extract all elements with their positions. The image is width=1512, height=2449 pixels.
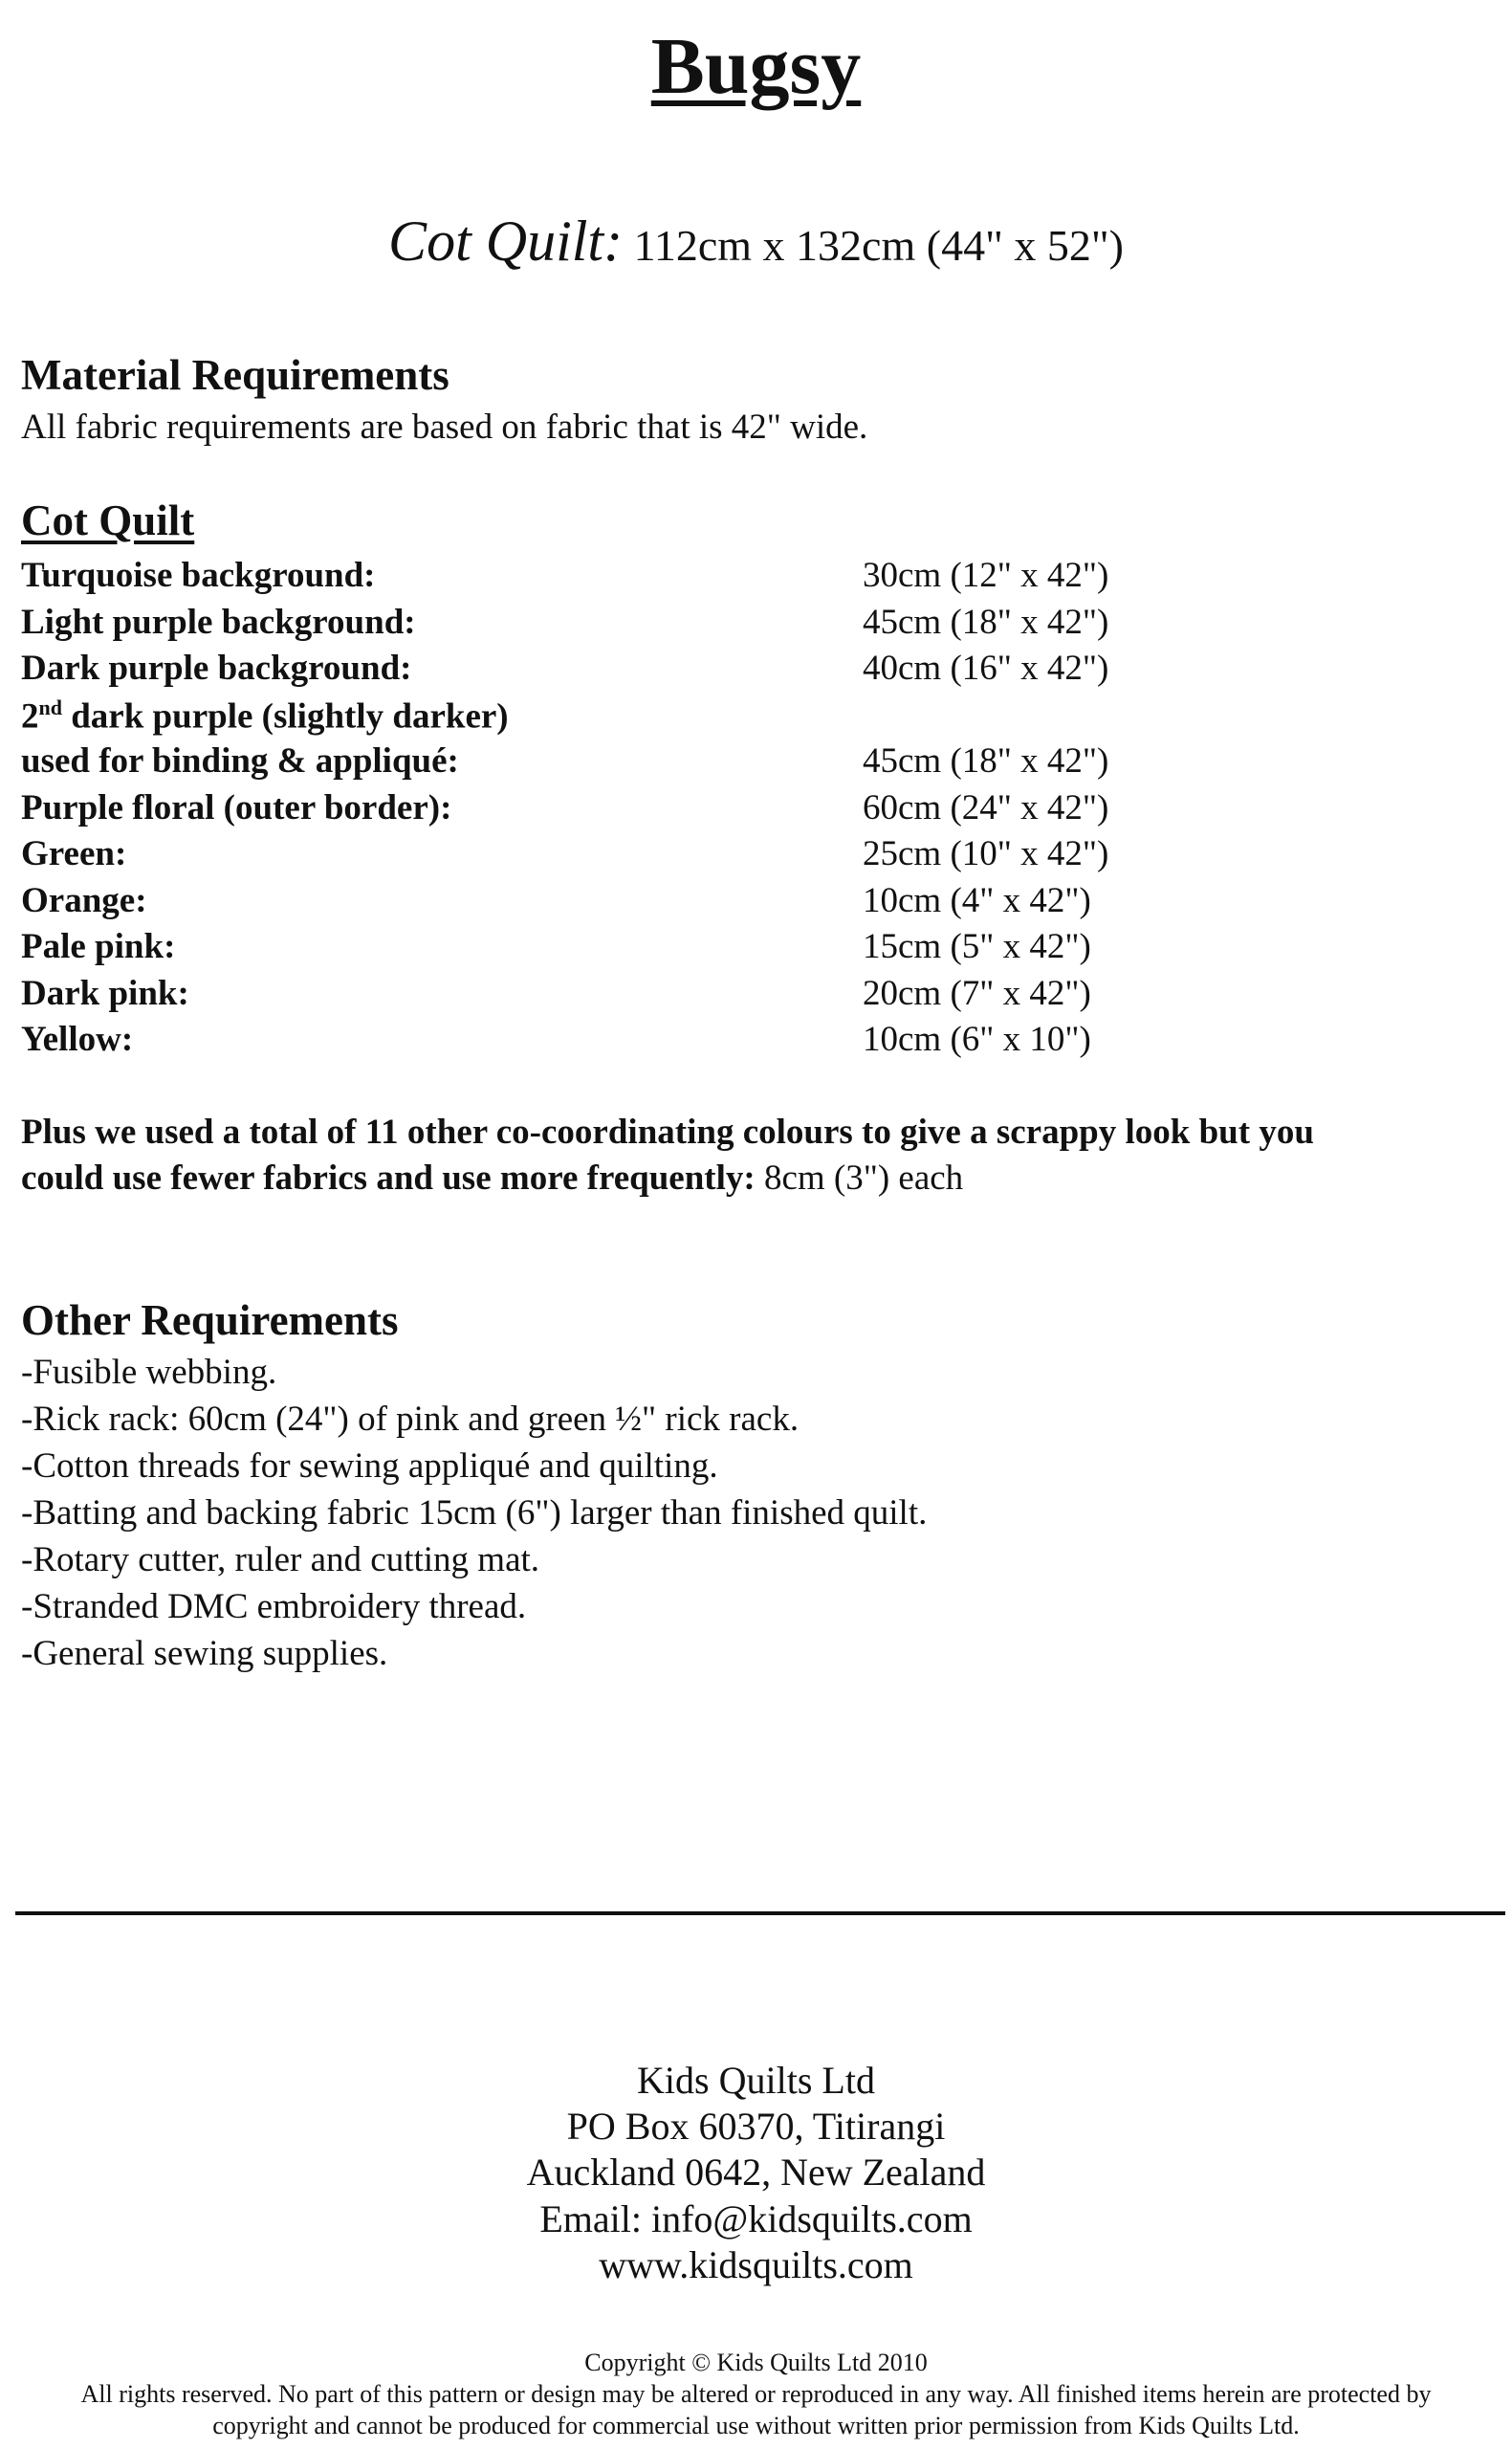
- quilt-size: [0, 210, 1512, 273]
- fabric-label: used for binding & appliqué:: [21, 741, 459, 781]
- rights-line: All rights reserved. No part of this pattern or design may be altered or reproduced in any way. All finished items herein are protected by: [80, 2380, 1432, 2408]
- quilt-size-value: 112cm x 132cm (44" x 52"): [633, 221, 1124, 270]
- fabric-label: Turquoise background:: [21, 556, 376, 595]
- material-note: All fabric requirements are based on fabric that is 42" wide.: [21, 408, 868, 447]
- fabric-label: [21, 697, 509, 734]
- fabric-label: Pale pink:: [21, 927, 176, 966]
- website-link[interactable]: www.kidsquilts.com: [599, 2243, 913, 2286]
- copyright-line: Copyright © Kids Quilts Ltd 2010: [584, 2349, 928, 2376]
- fabric-amount: 60cm (24" x 42"): [863, 787, 1109, 827]
- fabric-label: Orange:: [21, 880, 147, 920]
- requirement-item: -Stranded DMC embroidery thread.: [21, 1587, 527, 1626]
- fabric-amount: 30cm (12" x 42"): [863, 556, 1109, 595]
- other-heading: Other Requirements: [21, 1296, 399, 1344]
- requirement-item: -Rotary cutter, ruler and cutting mat.: [21, 1540, 540, 1579]
- extra-fabrics-line1: Plus we used a total of 11 other co-coordinating colours to give a scrappy look but you: [21, 1113, 1314, 1152]
- rights-line-2: copyright and cannot be produced for commercial use without written prior permission from Kids Quilts Ltd.: [212, 2412, 1300, 2439]
- fabric-amount: 20cm (7" x 42"): [863, 973, 1091, 1013]
- ordinal: 2: [21, 695, 39, 736]
- requirement-item: -Rick rack: 60cm (24") of pink and green ½" rick rack.: [21, 1400, 800, 1439]
- fabric-amount: 45cm (18" x 42"): [863, 741, 1109, 781]
- requirement-item: -Cotton threads for sewing appliqué and quilting.: [21, 1446, 718, 1486]
- extra-fabrics-line2: [21, 1160, 963, 1196]
- fabric-label: Dark purple background:: [21, 649, 412, 688]
- page-title: Bugsy: [650, 22, 862, 111]
- city: Auckland 0642, New Zealand: [526, 2151, 986, 2194]
- fabric-amount: 10cm (4" x 42"): [863, 880, 1091, 920]
- fabric-label-text: dark purple (slightly darker): [71, 695, 509, 736]
- requirement-item: -Fusible webbing.: [21, 1353, 277, 1392]
- fabric-amount: 25cm (10" x 42"): [863, 834, 1109, 873]
- ordinal-suffix: nd: [38, 695, 62, 719]
- company-name: Kids Quilts Ltd: [637, 2059, 875, 2102]
- fabric-amount: 45cm (18" x 42"): [863, 602, 1109, 642]
- fabric-amount: 40cm (16" x 42"): [863, 649, 1109, 688]
- po-box: PO Box 60370, Titirangi: [566, 2105, 946, 2148]
- fabric-amount: 10cm (6" x 10"): [863, 1020, 1091, 1059]
- fabric-label: Purple floral (outer border):: [21, 787, 452, 827]
- material-heading: Material Requirements: [21, 351, 449, 399]
- fabric-label: Light purple background:: [21, 602, 416, 642]
- quilt-size-label: Cot Quilt:: [388, 210, 624, 273]
- extra-fabrics-amount: 8cm (3") each: [755, 1158, 964, 1198]
- fabric-label: Dark pink:: [21, 973, 189, 1013]
- requirement-item: -Batting and backing fabric 15cm (6") larger than finished quilt.: [21, 1493, 928, 1533]
- fabric-amount: 15cm (5" x 42"): [863, 927, 1091, 966]
- extra-fabrics-bold: could use fewer fabrics and use more frequently:: [21, 1158, 756, 1198]
- requirement-item: -General sewing supplies.: [21, 1634, 388, 1673]
- divider: [15, 1911, 1505, 1915]
- email[interactable]: Email: info@kidsquilts.com: [539, 2197, 973, 2240]
- cot-quilt-heading: Cot Quilt: [21, 496, 195, 544]
- fabric-label: Green:: [21, 834, 127, 873]
- fabric-label: Yellow:: [21, 1020, 134, 1059]
